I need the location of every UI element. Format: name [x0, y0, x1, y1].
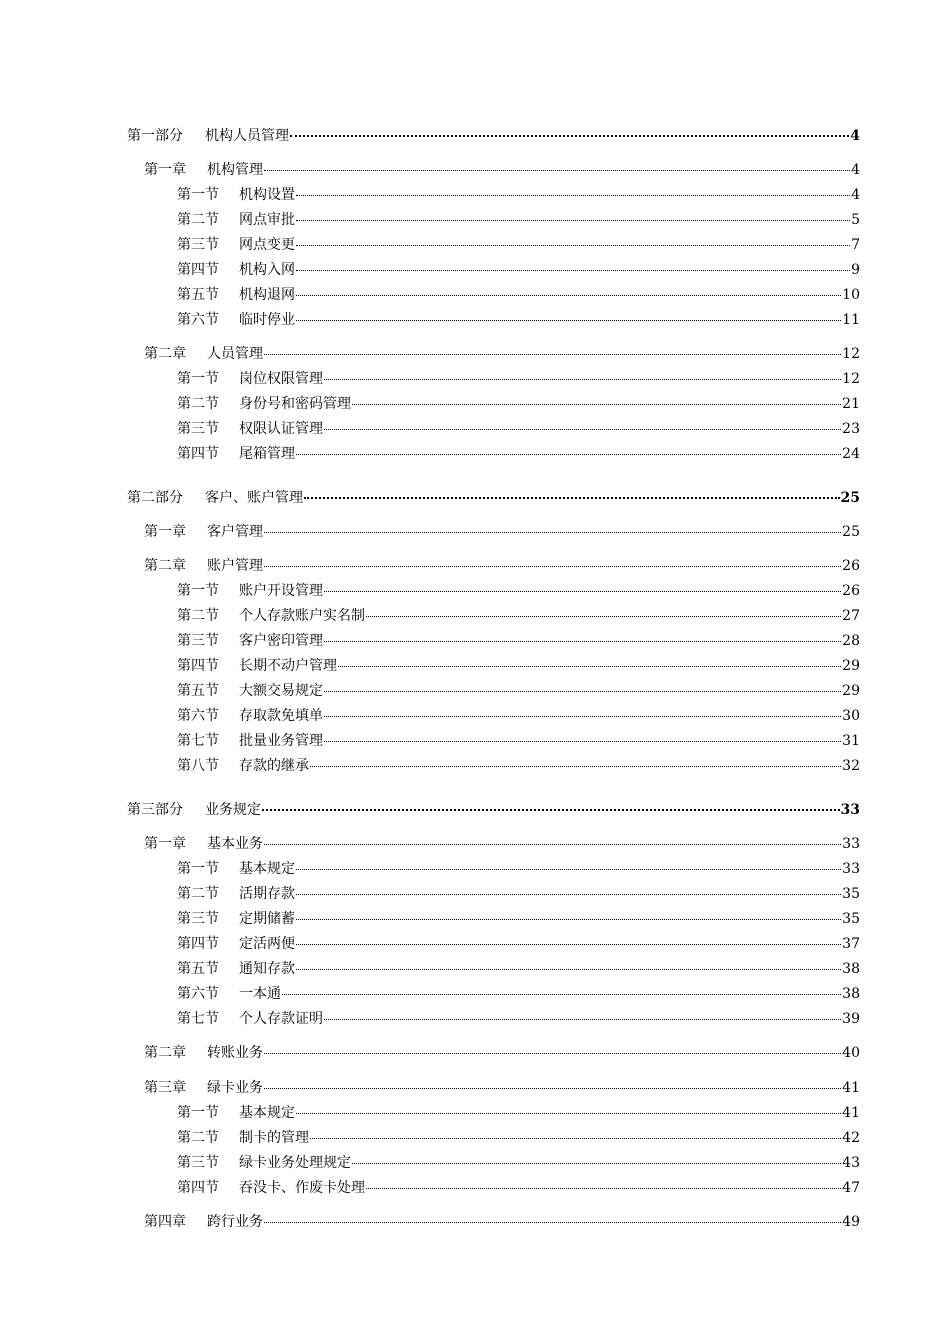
toc-section-entry[interactable] — [177, 681, 860, 701]
toc-entry-title: 客户管理 — [207, 524, 263, 540]
toc-entry-number: 第一章 — [144, 524, 186, 540]
toc-entry-page-number: 5 — [851, 212, 860, 228]
toc-entry-number: 第一节 — [177, 371, 219, 387]
toc-entry-title: 机构设置 — [239, 187, 295, 203]
toc-entry-page-number: 31 — [842, 733, 860, 749]
toc-entry-title: 基本规定 — [239, 861, 295, 877]
toc-entry-page-number: 38 — [842, 986, 860, 1002]
dot-leader — [296, 894, 841, 895]
toc-entry-page-number: 26 — [842, 583, 860, 599]
toc-section-entry[interactable] — [177, 235, 860, 255]
toc-entry-page-number: 47 — [842, 1180, 860, 1196]
dot-leader — [264, 844, 841, 845]
toc-entry-number: 第六节 — [177, 986, 219, 1002]
toc-entry-title: 通知存款 — [239, 961, 295, 977]
toc-chapter-entry[interactable] — [144, 556, 860, 576]
toc-entry-page-number: 40 — [842, 1045, 860, 1061]
toc-entry-title: 基本业务 — [207, 836, 263, 852]
toc-entry-number: 第三章 — [144, 1080, 186, 1096]
toc-entry-page-number: 49 — [842, 1214, 860, 1230]
toc-entry-page-number: 29 — [842, 658, 860, 674]
toc-entry-number: 第二节 — [177, 212, 219, 228]
toc-entry-page-number: 9 — [851, 262, 860, 278]
dot-leader — [296, 919, 841, 920]
toc-entry-page-number: 12 — [842, 371, 860, 387]
toc-chapter-entry[interactable] — [144, 1212, 860, 1232]
dot-leader — [264, 1088, 841, 1089]
toc-section-entry[interactable] — [177, 884, 860, 904]
toc-entry-title: 机构管理 — [207, 162, 263, 178]
toc-entry-title: 存款的继承 — [239, 758, 309, 774]
dot-leader — [282, 994, 841, 995]
dot-leader — [310, 766, 841, 767]
toc-entry-title: 身份号和密码管理 — [239, 396, 351, 412]
dot-leader — [296, 944, 841, 945]
toc-section-entry[interactable] — [177, 756, 860, 776]
toc-entry-number: 第三节 — [177, 633, 219, 649]
toc-section-entry[interactable] — [177, 959, 860, 979]
toc-part-entry[interactable] — [127, 488, 860, 508]
toc-entry-title: 个人存款证明 — [239, 1011, 323, 1027]
toc-entry-title: 个人存款账户实名制 — [239, 608, 365, 624]
toc-entry-number: 第二节 — [177, 608, 219, 624]
toc-section-entry[interactable] — [177, 1103, 860, 1123]
toc-part-entry[interactable] — [127, 800, 860, 820]
toc-section-entry[interactable] — [177, 1153, 860, 1173]
toc-entry-number: 第一章 — [144, 162, 186, 178]
toc-entry-title: 机构人员管理 — [205, 128, 289, 144]
toc-section-entry[interactable] — [177, 934, 860, 954]
dot-leader — [338, 666, 841, 667]
toc-entry-page-number: 37 — [842, 936, 860, 952]
dot-leader — [296, 220, 850, 221]
toc-section-entry[interactable] — [177, 310, 860, 330]
toc-entry-title: 制卡的管理 — [239, 1130, 309, 1146]
toc-entry-title: 岗位权限管理 — [239, 371, 323, 387]
dot-leader — [352, 1163, 841, 1164]
toc-section-entry[interactable] — [177, 706, 860, 726]
toc-entry-number: 第四章 — [144, 1214, 186, 1230]
toc-section-entry[interactable] — [177, 210, 860, 230]
toc-entry-title: 基本规定 — [239, 1105, 295, 1121]
toc-entry-number: 第四节 — [177, 446, 219, 462]
dot-leader — [324, 741, 841, 742]
toc-entry-page-number: 33 — [840, 802, 860, 818]
toc-entry-number: 第三节 — [177, 421, 219, 437]
toc-entry-number: 第一节 — [177, 1105, 219, 1121]
toc-entry-page-number: 25 — [840, 490, 860, 506]
toc-entry-number: 第一部分 — [127, 128, 183, 144]
dot-leader — [296, 869, 841, 870]
toc-entry-title: 机构退网 — [239, 287, 295, 303]
toc-entry-page-number: 4 — [851, 187, 860, 203]
toc-entry-title: 定活两便 — [239, 936, 295, 952]
toc-part-entry[interactable] — [127, 126, 860, 146]
toc-section-entry[interactable] — [177, 260, 860, 280]
toc-entry-number: 第一节 — [177, 583, 219, 599]
toc-entry-page-number: 29 — [842, 683, 860, 699]
dot-leader — [324, 641, 841, 642]
toc-entry-page-number: 10 — [842, 287, 860, 303]
dot-leader — [264, 1222, 841, 1223]
toc-entry-number: 第二章 — [144, 346, 186, 362]
toc-entry-page-number: 41 — [842, 1105, 860, 1121]
dot-leader — [310, 1138, 841, 1139]
toc-entry-title: 权限认证管理 — [239, 421, 323, 437]
dot-leader — [296, 195, 850, 196]
toc-entry-page-number: 12 — [842, 346, 860, 362]
toc-entry-page-number: 41 — [842, 1080, 860, 1096]
toc-section-entry[interactable] — [177, 1128, 860, 1148]
toc-entry-number: 第三节 — [177, 911, 219, 927]
toc-entry-page-number: 28 — [842, 633, 860, 649]
toc-entry-page-number: 11 — [842, 312, 860, 328]
dot-leader — [366, 1188, 841, 1189]
toc-entry-number: 第五节 — [177, 287, 219, 303]
toc-entry-number: 第二章 — [144, 1045, 186, 1061]
dot-leader — [296, 1113, 841, 1114]
toc-entry-title: 存取款免填单 — [239, 708, 323, 724]
dot-leader — [264, 170, 850, 171]
dot-leader — [296, 245, 850, 246]
toc-entry-page-number: 24 — [842, 446, 860, 462]
toc-chapter-entry[interactable] — [144, 1043, 860, 1063]
toc-section-entry[interactable] — [177, 444, 860, 464]
toc-entry-number: 第二章 — [144, 558, 186, 574]
dot-leader — [352, 404, 841, 405]
toc-entry-number: 第二部分 — [127, 490, 183, 506]
toc-entry-title: 定期储蓄 — [239, 911, 295, 927]
dot-leader — [264, 566, 841, 567]
toc-section-entry[interactable] — [177, 419, 860, 439]
toc-entry-title: 绿卡业务处理规定 — [239, 1155, 351, 1171]
toc-section-entry[interactable] — [177, 731, 860, 751]
toc-entry-title: 一本通 — [239, 986, 281, 1002]
toc-entry-page-number: 39 — [842, 1011, 860, 1027]
dot-leader — [304, 497, 840, 499]
toc-entry-number: 第三节 — [177, 237, 219, 253]
toc-section-entry[interactable] — [177, 285, 860, 305]
toc-entry-page-number: 38 — [842, 961, 860, 977]
toc-section-entry[interactable] — [177, 909, 860, 929]
toc-section-entry[interactable] — [177, 656, 860, 676]
toc-chapter-entry[interactable] — [144, 834, 860, 854]
toc-section-entry[interactable] — [177, 606, 860, 626]
toc-entry-page-number: 25 — [842, 524, 860, 540]
toc-entry-number: 第五节 — [177, 961, 219, 977]
dot-leader — [324, 591, 841, 592]
toc-section-entry[interactable] — [177, 1009, 860, 1029]
toc-entry-page-number: 7 — [851, 237, 860, 253]
toc-entry-page-number: 27 — [842, 608, 860, 624]
toc-entry-page-number: 35 — [842, 911, 860, 927]
toc-entry-title: 跨行业务 — [207, 1214, 263, 1230]
toc-section-entry[interactable] — [177, 984, 860, 1004]
toc-entry-number: 第四节 — [177, 1180, 219, 1196]
toc-entry-title: 临时停业 — [239, 312, 295, 328]
toc-entry-number: 第三节 — [177, 1155, 219, 1171]
dot-leader — [324, 691, 841, 692]
dot-leader — [262, 809, 840, 811]
dot-leader — [324, 1019, 841, 1020]
toc-entry-page-number: 35 — [842, 886, 860, 902]
toc-entry-number: 第一章 — [144, 836, 186, 852]
toc-entry-page-number: 32 — [842, 758, 860, 774]
toc-entry-page-number: 26 — [842, 558, 860, 574]
dot-leader — [264, 532, 841, 533]
toc-entry-page-number: 33 — [842, 861, 860, 877]
toc-entry-number: 第一节 — [177, 187, 219, 203]
toc-entry-title: 机构入网 — [239, 262, 295, 278]
toc-entry-title: 客户密印管理 — [239, 633, 323, 649]
toc-entry-number: 第六节 — [177, 708, 219, 724]
toc-entry-title: 尾箱管理 — [239, 446, 295, 462]
toc-entry-page-number: 43 — [842, 1155, 860, 1171]
dot-leader — [324, 716, 841, 717]
toc-entry-number: 第四节 — [177, 658, 219, 674]
dot-leader — [366, 616, 841, 617]
dot-leader — [324, 429, 841, 430]
toc-entry-number: 第二节 — [177, 886, 219, 902]
toc-entry-title: 网点变更 — [239, 237, 295, 253]
dot-leader — [296, 320, 841, 321]
toc-entry-number: 第七节 — [177, 1011, 219, 1027]
toc-entry-number: 第四节 — [177, 262, 219, 278]
toc-entry-title: 批量业务管理 — [239, 733, 323, 749]
toc-entry-title: 转账业务 — [207, 1045, 263, 1061]
toc-entry-title: 账户管理 — [207, 558, 263, 574]
toc-entry-number: 第二节 — [177, 1130, 219, 1146]
toc-entry-page-number: 30 — [842, 708, 860, 724]
toc-chapter-entry[interactable] — [144, 344, 860, 364]
toc-entry-number: 第五节 — [177, 683, 219, 699]
toc-section-entry[interactable] — [177, 369, 860, 389]
toc-chapter-entry[interactable] — [144, 160, 860, 180]
toc-entry-page-number: 4 — [850, 128, 860, 144]
toc-entry-title: 活期存款 — [239, 886, 295, 902]
toc-section-entry[interactable] — [177, 581, 860, 601]
toc-entry-title: 长期不动户管理 — [239, 658, 337, 674]
toc-entry-page-number: 23 — [842, 421, 860, 437]
dot-leader — [264, 354, 841, 355]
toc-section-entry[interactable] — [177, 859, 860, 879]
toc-entry-number: 第二节 — [177, 396, 219, 412]
toc-entry-page-number: 33 — [842, 836, 860, 852]
dot-leader — [290, 135, 849, 137]
dot-leader — [264, 1053, 841, 1054]
dot-leader — [296, 969, 841, 970]
toc-entry-number: 第八节 — [177, 758, 219, 774]
dot-leader — [296, 270, 850, 271]
toc-entry-number: 第六节 — [177, 312, 219, 328]
toc-entry-title: 客户、账户管理 — [205, 490, 303, 506]
toc-entry-title: 业务规定 — [205, 802, 261, 818]
toc-section-entry[interactable] — [177, 631, 860, 651]
dot-leader — [324, 379, 841, 380]
toc-entry-page-number: 4 — [851, 162, 860, 178]
toc-entry-title: 网点审批 — [239, 212, 295, 228]
toc-section-entry[interactable] — [177, 185, 860, 205]
toc-entry-title: 账户开设管理 — [239, 583, 323, 599]
toc-entry-number: 第四节 — [177, 936, 219, 952]
toc-entry-number: 第三部分 — [127, 802, 183, 818]
toc-entry-number: 第七节 — [177, 733, 219, 749]
dot-leader — [296, 454, 841, 455]
toc-chapter-entry[interactable] — [144, 1078, 860, 1098]
toc-entry-title: 人员管理 — [207, 346, 263, 362]
toc-section-entry[interactable] — [177, 1178, 860, 1198]
toc-entry-title: 吞没卡、作废卡处理 — [239, 1180, 365, 1196]
toc-entry-page-number: 21 — [842, 396, 860, 412]
toc-section-entry[interactable] — [177, 394, 860, 414]
dot-leader — [296, 295, 841, 296]
toc-entry-number: 第一节 — [177, 861, 219, 877]
toc-entry-title: 绿卡业务 — [207, 1080, 263, 1096]
toc-chapter-entry[interactable] — [144, 522, 860, 542]
toc-entry-title: 大额交易规定 — [239, 683, 323, 699]
toc-entry-page-number: 42 — [842, 1130, 860, 1146]
